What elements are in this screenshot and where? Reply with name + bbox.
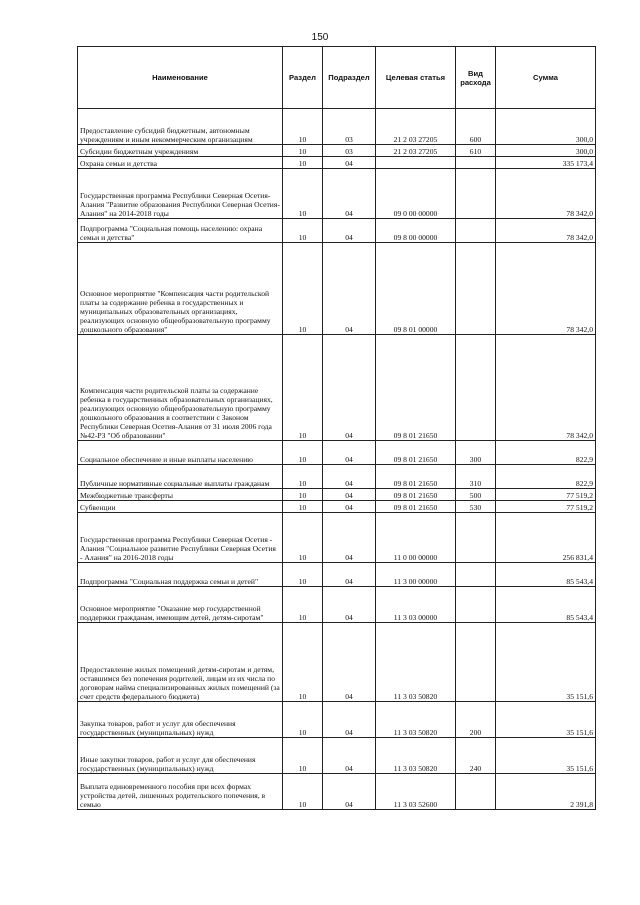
- row-razdel: 10: [283, 513, 323, 563]
- row-podrazdel: 03: [323, 145, 376, 157]
- table-header-row: [78, 47, 596, 109]
- row-podrazdel: 04: [323, 243, 376, 335]
- table-row: [78, 157, 596, 169]
- header-name: Наименование: [78, 47, 283, 109]
- header-vid: Вид расхода: [456, 47, 496, 109]
- row-razdel: 10: [283, 702, 323, 738]
- row-name: Закупка товаров, работ и услуг для обеспечения государственных (муниципальных) нужд: [78, 702, 283, 738]
- row-target: 09 8 01 21650: [376, 465, 456, 489]
- row-sum: 2 391,8: [496, 774, 596, 810]
- row-razdel: 10: [283, 219, 323, 243]
- row-vid: [456, 219, 496, 243]
- row-podrazdel: 04: [323, 623, 376, 702]
- row-sum: 822,9: [496, 465, 596, 489]
- table-row: [78, 587, 596, 623]
- table-row: [78, 109, 596, 145]
- row-podrazdel: 04: [323, 702, 376, 738]
- table-row: [78, 243, 596, 335]
- row-sum: 335 173,4: [496, 157, 596, 169]
- row-podrazdel: 04: [323, 465, 376, 489]
- row-vid: 200: [456, 702, 496, 738]
- row-name: Межбюджетные трансферты: [78, 489, 283, 501]
- row-name: Основное мероприятие "Оказание мер государственной поддержки гражданам, имеющим детей, детям-сиротам": [78, 587, 283, 623]
- row-vid: [456, 587, 496, 623]
- row-podrazdel: 04: [323, 169, 376, 219]
- header-sum: Сумма: [496, 47, 596, 109]
- row-podrazdel: 04: [323, 157, 376, 169]
- row-target: 09 8 01 21650: [376, 489, 456, 501]
- budget-table: [77, 46, 596, 810]
- row-razdel: 10: [283, 169, 323, 219]
- row-target: 11 0 00 00000: [376, 513, 456, 563]
- row-sum: 85 543,4: [496, 587, 596, 623]
- row-razdel: 10: [283, 243, 323, 335]
- row-vid: [456, 169, 496, 219]
- row-podrazdel: 04: [323, 441, 376, 465]
- row-vid: 310: [456, 465, 496, 489]
- row-razdel: 10: [283, 157, 323, 169]
- row-sum: 300,0: [496, 145, 596, 157]
- table-row: [78, 774, 596, 810]
- row-razdel: 10: [283, 563, 323, 587]
- row-sum: 300,0: [496, 109, 596, 145]
- row-podrazdel: 04: [323, 219, 376, 243]
- row-target: 09 0 00 00000: [376, 169, 456, 219]
- row-target: 11 3 03 50820: [376, 623, 456, 702]
- row-vid: 530: [456, 501, 496, 513]
- table-row: [78, 145, 596, 157]
- row-name: Компенсация части родительской платы за содержание ребенка в государственных образовательных организациях, реализующих основную общеобразовательную программу дошкольного образования в соответствии с Законом Республики Северная Осетия-Алания от 31 июля 2006 года №42-РЗ "Об образовании": [78, 335, 283, 441]
- row-podrazdel: 04: [323, 738, 376, 774]
- row-name: Охрана семьи и детства: [78, 157, 283, 169]
- row-razdel: 10: [283, 465, 323, 489]
- row-name: Иные закупки товаров, работ и услуг для обеспечения государственных (муниципальных) нужд: [78, 738, 283, 774]
- table-row: [78, 335, 596, 441]
- row-target: 11 3 03 50820: [376, 702, 456, 738]
- row-name: Подпрограмма "Социальная помощь населению: охрана семьи и детства": [78, 219, 283, 243]
- row-sum: 85 543,4: [496, 563, 596, 587]
- row-sum: 77 519,2: [496, 489, 596, 501]
- row-name: Субвенции: [78, 501, 283, 513]
- row-vid: 610: [456, 145, 496, 157]
- table-row: [78, 702, 596, 738]
- row-razdel: 10: [283, 587, 323, 623]
- row-sum: 35 151,6: [496, 702, 596, 738]
- row-target: 09 8 01 21650: [376, 335, 456, 441]
- row-sum: 78 342,0: [496, 335, 596, 441]
- row-target: 21 2 03 27205: [376, 109, 456, 145]
- table-row: [78, 738, 596, 774]
- table-row: [78, 219, 596, 243]
- row-podrazdel: 03: [323, 109, 376, 145]
- row-target: 09 8 01 21650: [376, 441, 456, 465]
- row-vid: [456, 563, 496, 587]
- row-razdel: 10: [283, 441, 323, 465]
- row-name: Субсидии бюджетным учреждениям: [78, 145, 283, 157]
- row-name: Предоставление субсидий бюджетным, автономным учреждениям и иным некоммерческим организациям: [78, 109, 283, 145]
- row-target: [376, 157, 456, 169]
- row-razdel: 10: [283, 623, 323, 702]
- row-razdel: 10: [283, 145, 323, 157]
- row-name: Государственная программа Республики Северная Осетия - Алания "Социальное развитие Республики Северная Осетия - Алания" на 2016-2018 годы: [78, 513, 283, 563]
- row-sum: 822,9: [496, 441, 596, 465]
- row-vid: 600: [456, 109, 496, 145]
- row-target: 11 3 03 00000: [376, 587, 456, 623]
- row-razdel: 10: [283, 774, 323, 810]
- table-row: [78, 441, 596, 465]
- row-podrazdel: 04: [323, 335, 376, 441]
- row-vid: [456, 335, 496, 441]
- row-vid: [456, 157, 496, 169]
- row-name: Предоставление жилых помещений детям-сиротам и детям, оставшимся без попечения родителей, лицам из их числа по договорам найма специализированных жилых помещений (за счет средств федерального бюджета): [78, 623, 283, 702]
- row-vid: [456, 774, 496, 810]
- row-sum: 77 519,2: [496, 501, 596, 513]
- row-sum: 35 151,6: [496, 623, 596, 702]
- row-target: 11 3 00 00000: [376, 563, 456, 587]
- row-podrazdel: 04: [323, 489, 376, 501]
- row-podrazdel: 04: [323, 587, 376, 623]
- row-target: 21 2 03 27205: [376, 145, 456, 157]
- row-razdel: 10: [283, 109, 323, 145]
- row-razdel: 10: [283, 501, 323, 513]
- row-sum: 78 342,0: [496, 219, 596, 243]
- header-razdel: Раздел: [283, 47, 323, 109]
- table-row: [78, 489, 596, 501]
- row-vid: 240: [456, 738, 496, 774]
- row-vid: [456, 243, 496, 335]
- row-name: Публичные нормативные социальные выплаты гражданам: [78, 465, 283, 489]
- table-row: [78, 169, 596, 219]
- row-name: Государственная программа Республики Северная Осетия-Алания "Развитие образования Республики Северная Осетия-Алания" на 2014-2018 годы: [78, 169, 283, 219]
- header-target: Целевая статья: [376, 47, 456, 109]
- table-row: [78, 563, 596, 587]
- row-sum: 78 342,0: [496, 243, 596, 335]
- row-name: Основное мероприятие "Компенсация части родительской платы за содержание ребенка в государственных и муниципальных образовательных организациях, реализующих основную общеобразовательную программу дошкольного образования": [78, 243, 283, 335]
- row-podrazdel: 04: [323, 563, 376, 587]
- row-vid: [456, 513, 496, 563]
- row-razdel: 10: [283, 489, 323, 501]
- row-sum: 35 151,6: [496, 738, 596, 774]
- row-target: 11 3 03 50820: [376, 738, 456, 774]
- row-vid: 300: [456, 441, 496, 465]
- table-row: [78, 465, 596, 489]
- header-podrazdel: Подраздел: [323, 47, 376, 109]
- row-vid: 500: [456, 489, 496, 501]
- page-number: 150: [311, 32, 329, 43]
- row-sum: 78 342,0: [496, 169, 596, 219]
- table-row: [78, 623, 596, 702]
- row-name: Выплата единовременного пособия при всех формах устройства детей, лишенных родительского попечения, в семью: [78, 774, 283, 810]
- row-name: Подпрограмма "Социальная поддержка семьи и детей": [78, 563, 283, 587]
- row-sum: 256 831,4: [496, 513, 596, 563]
- row-target: 11 3 03 52600: [376, 774, 456, 810]
- row-podrazdel: 04: [323, 501, 376, 513]
- table-row: [78, 513, 596, 563]
- row-razdel: 10: [283, 738, 323, 774]
- row-target: 09 8 01 00000: [376, 243, 456, 335]
- row-vid: [456, 623, 496, 702]
- row-razdel: 10: [283, 335, 323, 441]
- row-name: Социальное обеспечение и иные выплаты населению: [78, 441, 283, 465]
- table-row: [78, 501, 596, 513]
- row-target: 09 8 00 00000: [376, 219, 456, 243]
- row-podrazdel: 04: [323, 774, 376, 810]
- row-podrazdel: 04: [323, 513, 376, 563]
- row-target: 09 8 01 21650: [376, 501, 456, 513]
